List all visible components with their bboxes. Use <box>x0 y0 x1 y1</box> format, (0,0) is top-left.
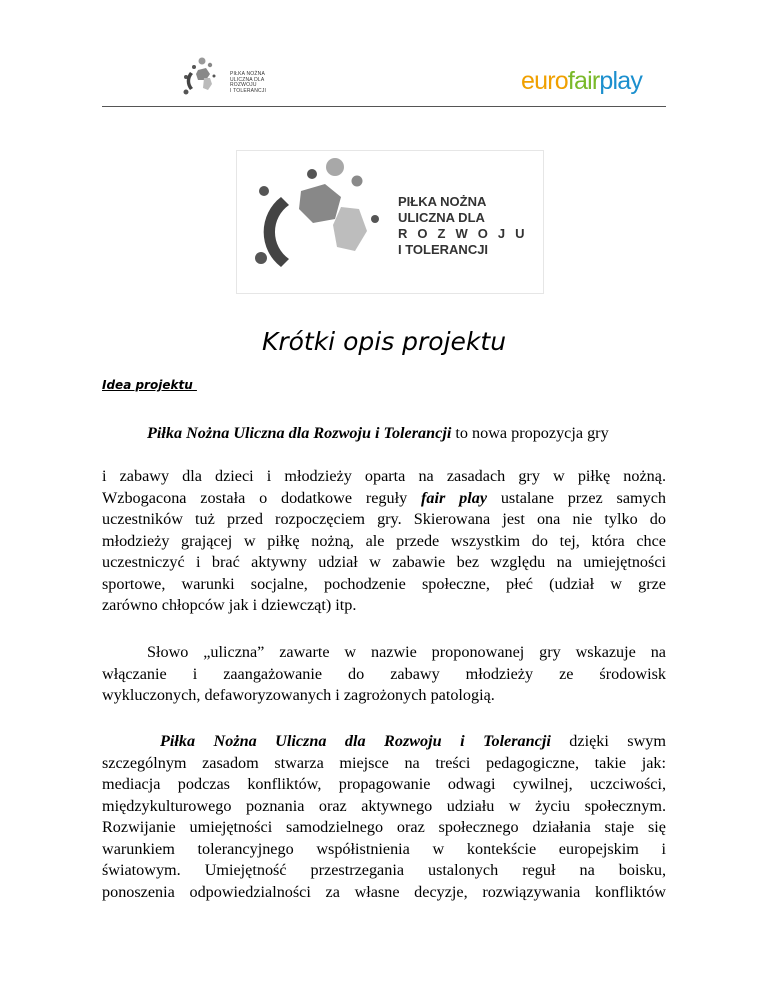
logo-part-euro: euro <box>521 67 568 95</box>
small-logo-line: I TOLERANCJI <box>230 87 267 94</box>
text-line: i zabawy dla dzieci i młodzieży oparta na zasadach gry w piłkę nożną. <box>102 467 666 485</box>
section-heading: Idea projektu <box>102 378 197 392</box>
text-span: ustalane przez samych <box>487 488 667 507</box>
eurofairplay-logo <box>521 66 642 96</box>
logo-line: R O Z W O J U <box>398 226 528 241</box>
text-line: mediacja podczas konfliktów, propagowanie odwagi cywilnej, uczciwości, <box>102 775 666 793</box>
text-span: Wzbogacona została o dodatkowe reguły <box>102 488 422 507</box>
text-line: Rozwijanie umiejętności samodzielnego oraz społecznego działania staje się <box>102 818 666 836</box>
project-logo-small-text <box>230 72 266 94</box>
emphasis-fair-play: fair play <box>421 488 488 507</box>
page-header <box>0 0 768 110</box>
text-line: młodzieży grającej w piłkę nożną, ale przede wszystkim do tej, która chce <box>102 531 666 550</box>
text-line: uczestniczyć i brać aktywny udział w zabawie bez względu na umiejętności <box>102 553 666 571</box>
emphasis-project-name: Piłka Nożna Uliczna dla Rozwoju i Tolerancji <box>160 732 551 750</box>
text-line: międzykulturowego poznania oraz aktywnego udziału w życiu społecznym. <box>102 796 666 815</box>
small-logo-line: ROZWOJU <box>230 82 257 89</box>
text-span: to nowa propozycja gry <box>451 424 609 442</box>
header-divider <box>102 106 666 107</box>
logo-line: I TOLERANCJI <box>398 242 489 257</box>
logo-line: ULICZNA DLA <box>398 210 485 225</box>
small-logo-line: ULICZNA DLA <box>230 76 265 83</box>
project-logo-large <box>236 150 544 294</box>
text-line: włączanie i zaangażowanie do zabawy młodzieży ze środowisk <box>102 664 666 683</box>
document-title: Krótki opis projektu <box>261 327 507 356</box>
text-line: zarówno chłopców jak i dziewcząt) itp. <box>102 596 357 614</box>
logo-part-play: play <box>599 67 643 95</box>
text-line: światowym. Umiejętność przestrzegania ustalonych reguł na boisku, <box>102 861 666 879</box>
logo-part-fair: fair <box>567 67 600 95</box>
paragraph-intro <box>102 423 666 445</box>
text-line: sportowe, warunki socjalne, pochodzenie społeczne, płeć (udział w grze <box>102 574 666 593</box>
project-logo-text <box>398 194 528 258</box>
text-line: wykluczonych, defaworyzowanych i zagrożonych patologią. <box>102 686 495 704</box>
text-line: ponoszenia odpowiedzialności za własne decyzje, rozwiązywania konfliktów <box>102 882 666 901</box>
paragraph-description <box>102 466 666 617</box>
text-line <box>102 731 666 753</box>
text-line: warunkiem tolerancyjnego współistnienia w kontekście europejskim i <box>102 839 666 858</box>
text-line: uczestników tuż przed rozpoczęciem gry. Skierowana jest ona nie tylko do <box>102 510 666 528</box>
small-logo-line: PIŁKA NOŻNA <box>230 71 265 77</box>
project-emblem-small-icon <box>176 56 230 102</box>
paragraph-pedagogy <box>102 731 666 903</box>
project-logo-small <box>176 56 286 102</box>
text-line: szczególnym zasadom stwarza miejsce na treści pedagogiczne, takie jak: <box>102 753 666 772</box>
text-span: dzięki swym <box>550 732 666 750</box>
emphasis-project-name: Piłka Nożna Uliczna dla Rozwoju i Tolerancji <box>147 424 452 442</box>
text-line <box>102 488 666 510</box>
project-emblem-icon <box>237 151 397 293</box>
paragraph-street-meaning <box>102 642 666 707</box>
text-line: Słowo „uliczna” zawarte w nazwie proponowanej gry wskazuje na <box>147 643 666 661</box>
logo-line: PIŁKA NOŻNA <box>398 194 487 209</box>
